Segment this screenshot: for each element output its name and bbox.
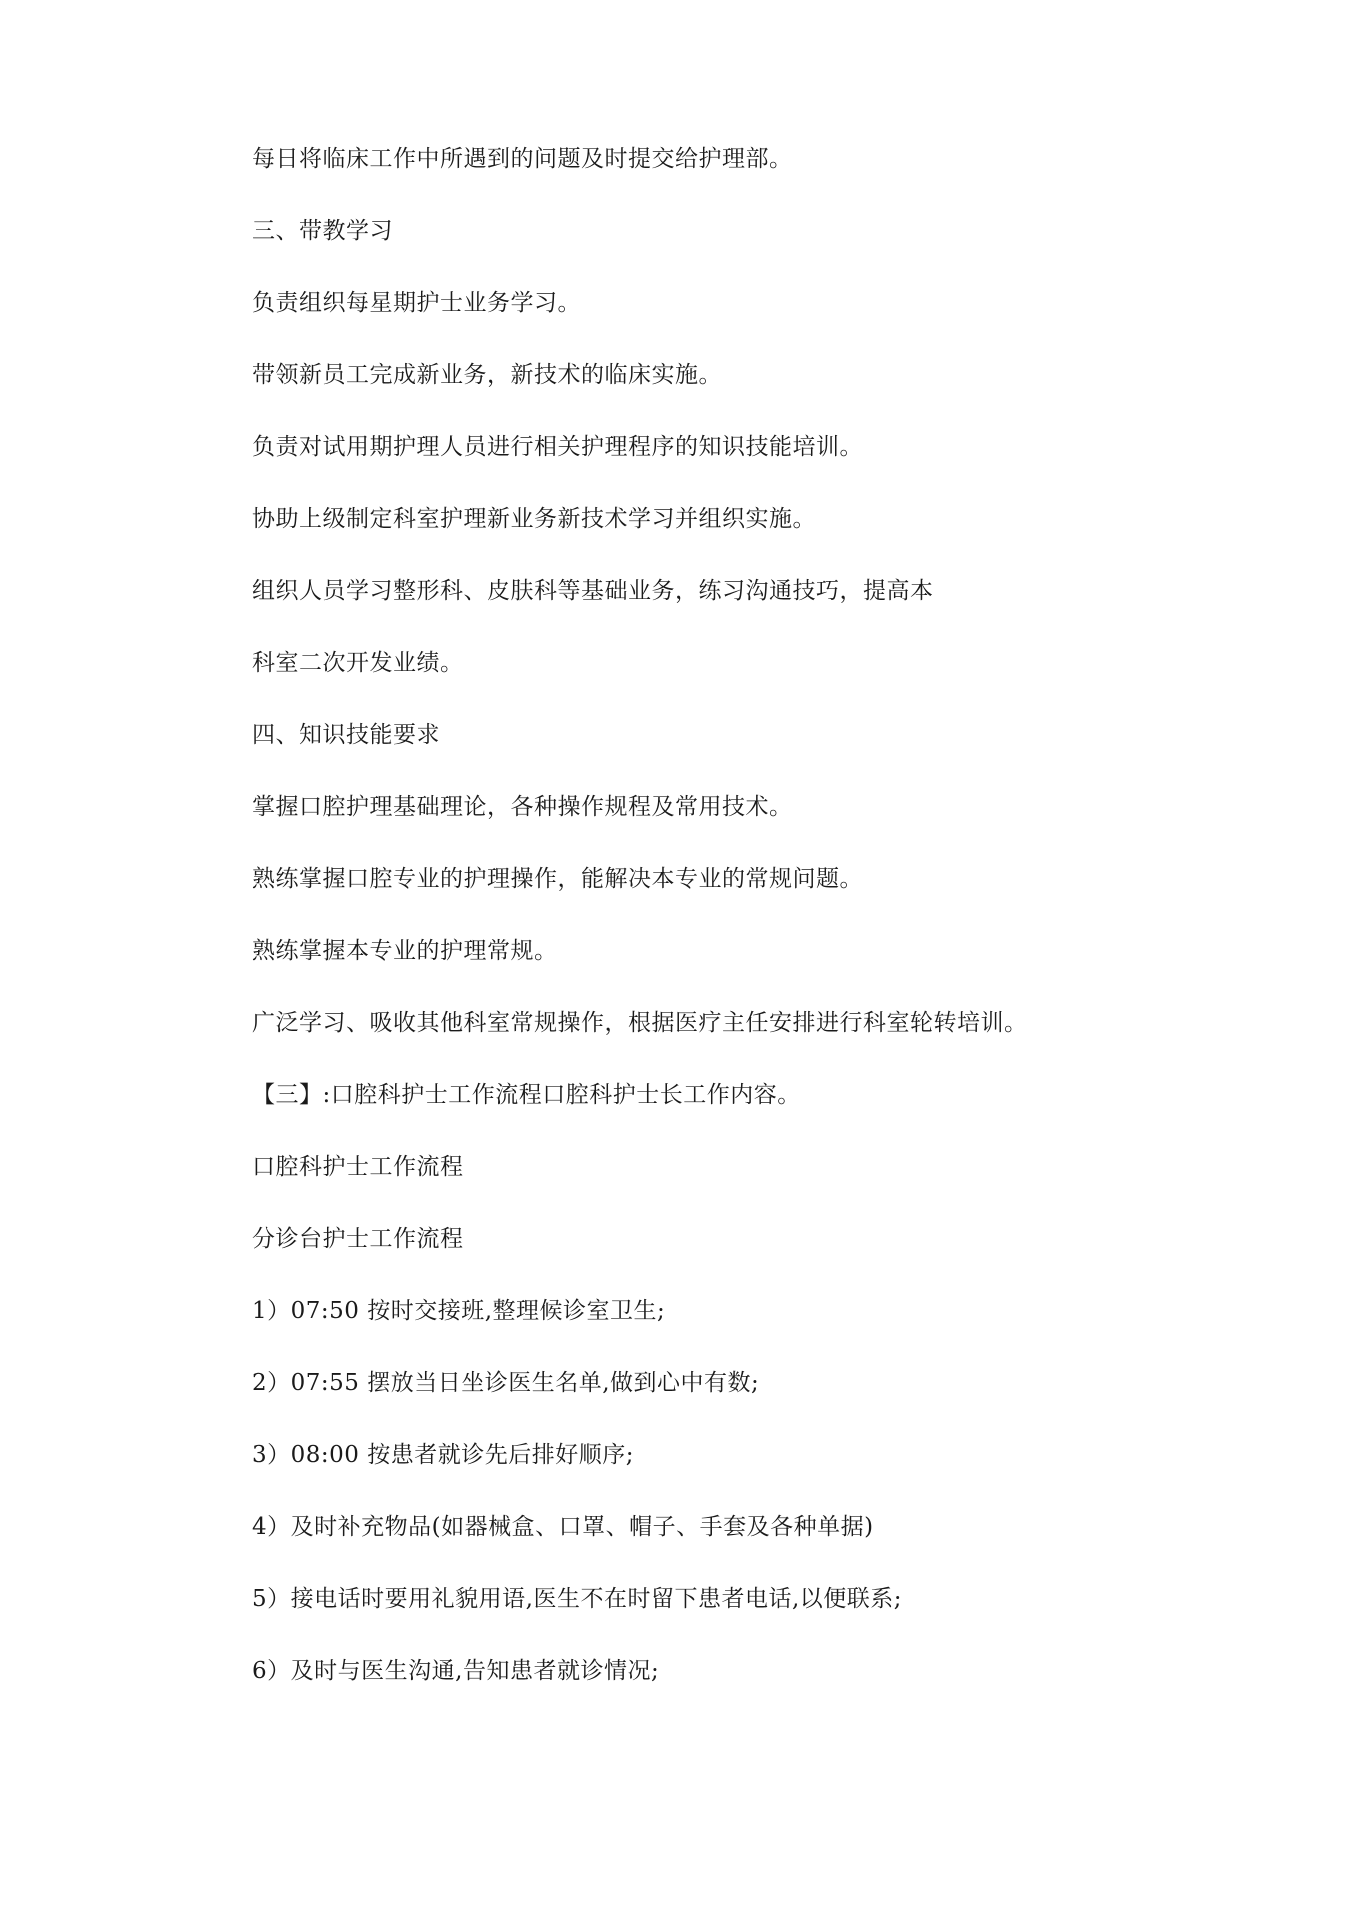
paragraph-line: 广泛学习、吸收其他科室常规操作，根据医疗主任安排进行科室轮转培训。 [252,1010,1028,1036]
list-item: 1）07:50 按时交接班,整理候诊室卫生; [252,1298,666,1324]
paragraph-line: 熟练掌握本专业的护理常规。 [252,938,558,964]
paragraph-line: 掌握口腔护理基础理论，各种操作规程及常用技术。 [252,794,793,820]
paragraph-line: 科室二次开发业绩。 [252,650,464,676]
section-heading: 三、带教学习 [252,218,393,244]
paragraph-line: 熟练掌握口腔专业的护理操作，能解决本专业的常规问题。 [252,866,863,892]
subsection-heading: 口腔科护士工作流程 [252,1154,464,1180]
paragraph-line: 负责组织每星期护士业务学习。 [252,290,581,316]
document-body [252,144,1252,1728]
paragraph-line: 组织人员学习整形科、皮肤科等基础业务，练习沟通技巧，提高本 [252,578,934,604]
list-item: 4）及时补充物品(如器械盒、口罩、帽子、手套及各种单据) [252,1514,874,1540]
section-heading: 四、知识技能要求 [252,722,440,748]
list-item: 6）及时与医生沟通,告知患者就诊情况; [252,1658,660,1684]
paragraph-line: 每日将临床工作中所遇到的问题及时提交给护理部。 [252,146,793,172]
paragraph-line: 协助上级制定科室护理新业务新技术学习并组织实施。 [252,506,816,532]
paragraph-line: 带领新员工完成新业务，新技术的临床实施。 [252,362,722,388]
list-item: 2）07:55 摆放当日坐诊医生名单,做到心中有数; [252,1370,760,1396]
list-item: 3）08:00 按患者就诊先后排好顺序; [252,1442,634,1468]
subsection-heading: 分诊台护士工作流程 [252,1226,464,1252]
paragraph-line: 负责对试用期护理人员进行相关护理程序的知识技能培训。 [252,434,863,460]
list-item: 5）接电话时要用礼貌用语,医生不在时留下患者电话,以便联系; [252,1586,903,1612]
section-heading: 【三】:口腔科护士工作流程口腔科护士长工作内容。 [252,1082,801,1108]
